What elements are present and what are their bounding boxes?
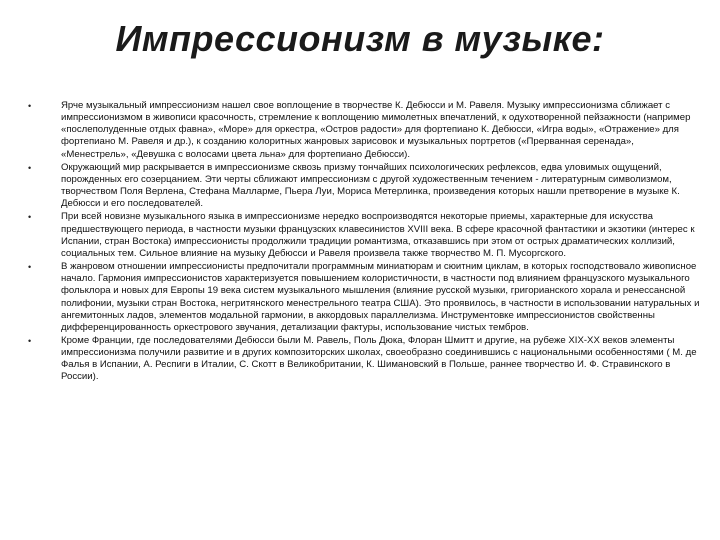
paragraph-text: Ярче музыкальный импрессионизм нашел свое воплощение в творчестве К. Дебюсси и М. Равеля. Музыку импрессионизма сближает с импрессионизмом в живописи красочность, стремление к воплощению мимолетных впечатлений, к одухотворенной пейзажности (например «послеполуденные отдых фавна», «Море» для оркестра, «Остров радости» для фортепиано К. Дебюсси, «Игра воды», «Отражение» для фортепиано М. Равеля и др.), к созданию колоритных жанровых зарисовок и музыкальных портретов («Прерванная серенада», «Менестрель», «Девушка с волосами цвета льна» для фортепиано Дебюсси). — [61, 100, 691, 160]
bullet-dot-icon: • — [28, 335, 32, 346]
bullet-item — [28, 162, 704, 211]
bullet-dot-icon: • — [28, 262, 32, 273]
paragraph-text: В жанровом отношении импрессионисты предпочитали программным миниатюрам и сюитним циклам, в которых господствовало живописное начало. Гармония импрессионистов характеризуется повышением колористичности, в частности под влиянием французского музыкального фольклора и новых для Европы 19 века систем музыкального мышления (влияние русской музыки, григорианского хорала и ренессансной полифонии, музыки стран Востока, негритянского менестрельного театра США). Это проявилось, в частности в использовании натуральных и ангемитонных ладов, элементов модальной гармонии, в аккордовых параллелизма. Инструментовке импрессионистов свойственны дифференцированность оркестрового звучания, детализации фактуры, использование чистых тембров. — [61, 261, 700, 333]
paragraph-text: Окружающий мир раскрывается в импрессионизме сквозь призму тончайших психологических рефлексов, едва уловимых ощущений, порожденных его созерцанием. Эти черты сближают импрессионизм с другой художественным течением - литературным символизмом, творчеством Поля Верлена, Стефана Малларме, Пьера Луи, Мориса Метерлинка, произведения которых нашли претворение в музыке К. Дебюсси и его последователей. — [61, 161, 680, 210]
paragraph-text: Кроме Франции, где последователями Дебюсси были М. Равель, Поль Дюка, Флоран Шмитт и другие, на рубеже XIX-XX веков элементы импрессионизма получили развитие и в других композиторских школах, своеобразно соединившись с национальными особенностями ( М. де Фалья в Испании, А. Респиги в Италии, С. Скотт в Великобритании, К. Шимановский в Польше, раннее творчество И. Ф. Стравинского в России). — [61, 334, 697, 383]
bullet-item — [28, 100, 704, 161]
paragraph-text: При всей новизне музыкального языка в импрессионизме нередко воспроизводятся некоторые приемы, характерные для искусства предшествующего периода, в частности музыки французских клавесинистов XVIII века. В сфере красочной фантастики и экзотики (интерес к Испании, стран Востока) импрессионисты продолжили традиции романтизма, отказавшись при этом от острых драматических коллизий, социальных тем. Сильное влияние на музыку Дебюсси и Равеля произвела также творчество М. П. Мусоргского. — [61, 211, 695, 259]
bullet-dot-icon: • — [28, 162, 32, 173]
bullet-item — [28, 335, 704, 384]
bullet-list — [28, 100, 704, 384]
bullet-dot-icon: • — [28, 212, 32, 223]
bullet-item — [28, 211, 704, 260]
slide-title: Импрессионизм в музыке: — [115, 18, 605, 59]
bullet-item — [28, 261, 704, 334]
bullet-dot-icon: • — [28, 101, 32, 111]
